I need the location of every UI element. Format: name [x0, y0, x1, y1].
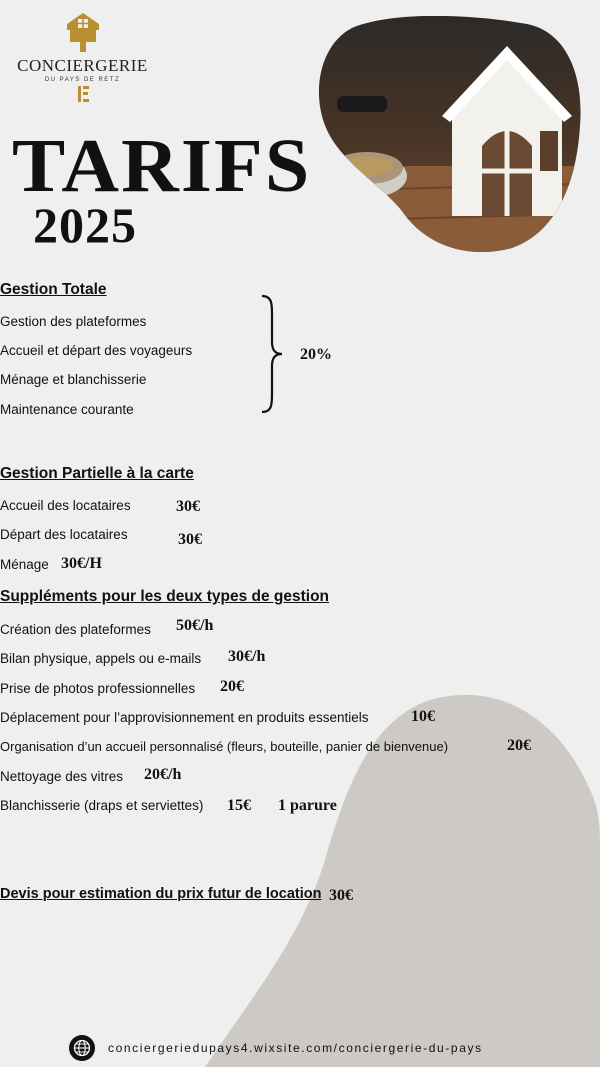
- partielle-item-price: 30€: [178, 531, 202, 548]
- devis-price: 30€: [329, 887, 353, 904]
- supplement-price: 20€: [220, 678, 244, 695]
- supplement-label: Bilan physique, appels ou e-mails: [0, 651, 202, 666]
- supplement-label: Organisation d’un accueil personnalisé (fleurs, bouteille, panier de bienvenue): [0, 739, 449, 754]
- gestion-totale-item: Gestion des plateformes: [0, 314, 147, 329]
- gestion-totale-item: Accueil et départ des voyageurs: [0, 343, 193, 358]
- house-photo: [312, 16, 582, 254]
- monogram-icon: [75, 85, 91, 103]
- partielle-item-price: 30€/H: [61, 555, 102, 572]
- brace-icon: [258, 294, 284, 414]
- supplement-price: 20€/h: [144, 766, 182, 783]
- gestion-totale-item: Maintenance courante: [0, 402, 134, 417]
- partielle-item-price: 30€: [176, 498, 200, 515]
- page-year: 2025: [33, 197, 137, 253]
- house-key-icon: [61, 10, 105, 54]
- brand-subtitle: DU PAYS DE RETZ: [44, 77, 121, 83]
- supplement-label: Prise de photos professionnelles: [0, 681, 196, 696]
- globe-icon: [68, 1034, 96, 1062]
- partielle-item-label: Accueil des locataires: [0, 498, 131, 513]
- page-title: TARIFS: [12, 124, 312, 208]
- devis-label: Devis pour estimation du prix futur de location: [0, 886, 322, 902]
- footer: [68, 1034, 483, 1062]
- gestion-totale-price: 20%: [300, 346, 332, 363]
- supplement-price: 15€: [227, 797, 251, 814]
- supplement-label: Déplacement pour l’approvisionnement en produits essentiels: [0, 710, 369, 725]
- supplement-extra: 1 parure: [278, 797, 337, 814]
- partielle-item-label: Départ des locataires: [0, 527, 128, 542]
- gestion-partielle-heading: Gestion Partielle à la carte: [0, 465, 194, 482]
- supplement-label: Nettoyage des vitres: [0, 769, 124, 784]
- supplement-price: 20€: [507, 737, 531, 754]
- brand-name: CONCIERGERIE: [17, 56, 148, 75]
- supplement-price: 10€: [411, 708, 435, 725]
- brand-logo: [0, 10, 165, 103]
- gestion-totale-item: Ménage et blanchisserie: [0, 372, 147, 387]
- partielle-item-label: Ménage: [0, 557, 49, 572]
- supplement-label: Blanchisserie (draps et serviettes): [0, 798, 204, 813]
- website-link[interactable]: conciergeriedupays4.wixsite.com/conciergerie-du-pays: [108, 1041, 483, 1055]
- gestion-totale-heading: Gestion Totale: [0, 281, 107, 298]
- supplement-label: Création des plateformes: [0, 622, 151, 637]
- supplement-price: 30€/h: [228, 648, 266, 665]
- supplements-heading: Suppléments pour les deux types de gestion: [0, 588, 330, 605]
- supplement-price: 50€/h: [176, 617, 214, 634]
